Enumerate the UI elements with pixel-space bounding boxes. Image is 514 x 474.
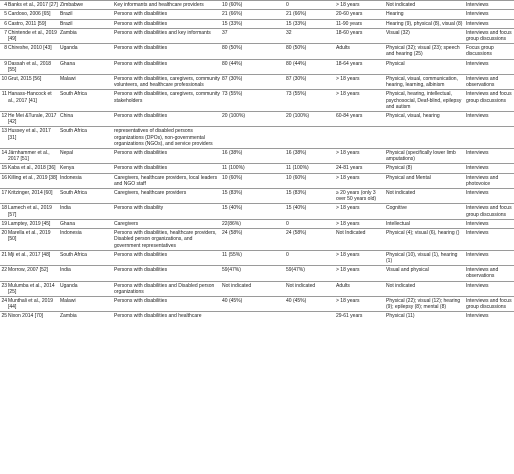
cell-num: 10 (0, 75, 8, 90)
cell-participants: Key informants and healthcare providers (114, 1, 222, 10)
cell-num: 11 (0, 90, 8, 112)
table-row (0, 204, 514, 219)
cell-methods: Interviews (466, 112, 514, 127)
cell-disability: Physical and Mental (386, 173, 466, 188)
cell-country: Malawi (60, 75, 114, 90)
cell-disability: Not indicated (386, 1, 466, 10)
cell-methods: Interviews and photovoice (466, 173, 514, 188)
table-row (0, 112, 514, 127)
cell-age: > 18 years (336, 173, 386, 188)
cell-age: > 18 years (336, 75, 386, 90)
cell-disability: Intellectual (386, 219, 466, 228)
cell-study: Järnhammer et al., 2017 [51] (8, 149, 60, 164)
cell-methods: Interviews and focus group discussions (466, 28, 514, 43)
table-row (0, 149, 514, 164)
cell-n: Not indicated (222, 281, 286, 296)
cell-participants: Persons with disabilities, caregivers, community volunteers, and healthcare professionals (114, 75, 222, 90)
table-row (0, 312, 514, 321)
cell-n-male: 21 (66%) (286, 10, 336, 19)
cell-study: Marella et al., 2019 [50] (8, 229, 60, 251)
cell-num: 6 (0, 19, 8, 28)
cell-participants: Caregivers, healthcare providers (114, 189, 222, 204)
cell-disability: Physical (32); visual (23); speech and hearing (25) (386, 44, 466, 59)
cell-methods: Interviews (466, 10, 514, 19)
cell-n: 59(47%) (222, 266, 286, 281)
cell-methods: Interviews and focus group discussions (466, 90, 514, 112)
cell-country: Uganda (60, 281, 114, 296)
cell-methods: Interviews (466, 164, 514, 173)
cell-num: 12 (0, 112, 8, 127)
cell-country: Indonesia (60, 173, 114, 188)
cell-n-male: 59(47%) (286, 266, 336, 281)
cell-methods: Interviews (466, 189, 514, 204)
cell-age: 18-64 years (336, 59, 386, 74)
cell-age: > 18 years (336, 266, 386, 281)
cell-n (222, 312, 286, 321)
cell-num: 19 (1, 220, 7, 227)
cell-country: South Africa (60, 127, 114, 149)
cell-n-male: 87 (30%) (286, 75, 336, 90)
cell-age: 29-61 years (336, 312, 386, 321)
cell-n-male: 0 (286, 250, 336, 265)
cell-n-male: 40 (45%) (286, 296, 336, 311)
table-row (0, 59, 514, 74)
table-row (0, 90, 514, 112)
cell-age: > 18 years (336, 149, 386, 164)
cell-country: Zimbabwe (60, 1, 114, 10)
cell-country: China (60, 112, 114, 127)
cell-methods: Interviews and observations (466, 75, 514, 90)
cell-disability: Physical (11) (386, 312, 466, 321)
cell-n: 21 (66%) (222, 10, 286, 19)
cell-age (336, 127, 386, 149)
cell-age: 18-60 years (336, 28, 386, 43)
cell-num: 13 (0, 127, 8, 149)
cell-age: 60-84 years (336, 112, 386, 127)
cell-n: 16 (38%) (222, 149, 286, 164)
cell-methods: Focus group discussions (466, 44, 514, 59)
cell-age: 20-60 years (336, 10, 386, 19)
cell-n-male: 0 (286, 1, 336, 10)
table-row (0, 281, 514, 296)
cell-num: 22 (0, 266, 8, 281)
table-row (0, 44, 514, 59)
cell-study: Kaba et al., 2018 [36] (8, 164, 60, 173)
cell-country: Zambia (60, 28, 114, 43)
cell-n-male: 15 (40%) (286, 204, 336, 219)
cell-methods: Interviews (466, 19, 514, 28)
cell-study: Hanass-Hancock et al., 2017 [41] (8, 90, 60, 112)
cell-methods: Interviews (466, 59, 514, 74)
table-row (0, 1, 514, 10)
cell-methods: Interviews (466, 229, 514, 251)
cell-methods: Interviews (466, 281, 514, 296)
cell-study: Dassah et al., 2018 [55] (8, 59, 60, 74)
cell-num: 21 (0, 250, 8, 265)
table-row (0, 127, 514, 149)
cell-n: 80 (44%) (222, 59, 286, 74)
cell-age: > 18 years (336, 219, 386, 228)
cell-num: 16 (0, 173, 8, 188)
cell-participants: Persons with disabilities and healthcare (114, 312, 222, 321)
cell-n-male: 73 (55%) (286, 90, 336, 112)
table-row (0, 19, 514, 28)
cell-study: Grut, 2015 [56] (8, 75, 60, 90)
cell-participants: Caregivers (114, 219, 222, 228)
cell-study: Cardoso, 2006 [65] (8, 10, 60, 19)
table-row (0, 75, 514, 90)
cell-participants: Persons with disabilities (114, 164, 222, 173)
cell-country: Malawi (60, 296, 114, 311)
cell-country: Kenya (60, 164, 114, 173)
cell-age: > 18 years (336, 204, 386, 219)
cell-participants: Persons with disabilities (114, 19, 222, 28)
cell-study: Banks et al., 2017 [27] (8, 1, 60, 10)
cell-participants: Persons with disabilities and Disabled person organizations (114, 281, 222, 296)
cell-country: Brazil (60, 19, 114, 28)
cell-country: South Africa (60, 189, 114, 204)
cell-participants: Persons with disabilities, healthcare providers, Disabled person organizations, and government representatives (114, 229, 222, 251)
cell-num: 23 (0, 281, 8, 296)
cell-n-male (286, 127, 336, 149)
cell-study: Munthali et al., 2019 [44] (8, 296, 60, 311)
cell-study: He Mei &Turale, 2017 [42] (8, 112, 60, 127)
cell-methods: Interviews (466, 219, 514, 228)
cell-disability: Visual and physical (386, 266, 466, 281)
cell-age: > 18 years (336, 1, 386, 10)
table-row (0, 219, 514, 228)
table-row (0, 164, 514, 173)
table-row (0, 229, 514, 251)
table-row (0, 266, 514, 281)
cell-n: 15 (33%) (222, 19, 286, 28)
cell-n-male: 80 (44%) (286, 59, 336, 74)
cell-n: 11 (100%) (222, 164, 286, 173)
cell-num: 5 (0, 10, 8, 19)
table-row (0, 250, 514, 265)
table-row (0, 296, 514, 311)
cell-n-male: Not indicated (286, 281, 336, 296)
cell-age: > 18 years (336, 296, 386, 311)
cell-study: Kritzinger, 2014 [60] (8, 189, 60, 204)
cell-disability: Physical (8) (386, 164, 466, 173)
cell-study: Mulumba et al., 2014 [25] (8, 281, 60, 296)
cell-age: 11-90 years (336, 19, 386, 28)
cell-num: 20 (0, 229, 8, 251)
cell-num: 24 (0, 296, 8, 311)
cell-country: India (60, 266, 114, 281)
cell-disability: Visual (32) (386, 28, 466, 43)
cell-participants: representatives of disabled persons organizations (DPOs), non-governmental organizations (NGOs), and service providers (114, 127, 222, 149)
cell-disability: Physical (10), visual (1), hearing (1) (386, 250, 466, 265)
cell-n: 15 (40%) (222, 204, 286, 219)
cell-n: 10 (60%) (222, 173, 286, 188)
cell-disability: Physical, hearing, intellectual, psychosocial, Deaf-blind, epilepsy and autism (386, 90, 466, 112)
cell-disability: Physical (4); visual (6), hearing () (386, 229, 466, 251)
cell-participants: Persons with disabilities (114, 59, 222, 74)
cell-participants: Caregivers, healthcare providers, local leaders and NGO staff (114, 173, 222, 188)
cell-disability: Hearing (386, 10, 466, 19)
cell-country: India (60, 204, 114, 219)
cell-num: 7 (0, 28, 8, 43)
cell-methods: Interviews (466, 149, 514, 164)
cell-n-male: 20 (100%) (286, 112, 336, 127)
cell-methods: Interviews (466, 250, 514, 265)
cell-n-male: 16 (38%) (286, 149, 336, 164)
cell-num: 18 (0, 204, 8, 219)
cell-num: 17 (0, 189, 8, 204)
cell-study: Hussey et al., 2017 [31] (8, 127, 60, 149)
cell-n-male: 15 (33%) (286, 19, 336, 28)
cell-age: > 18 years (336, 90, 386, 112)
cell-participants: Persons with disabilities and key informants (114, 28, 222, 43)
cell-n-male: 32 (286, 28, 336, 43)
cell-n: 37 (222, 28, 286, 43)
cell-country: South Africa (60, 90, 114, 112)
cell-disability: Physical, visual, communication, hearing, learning, albinism (386, 75, 466, 90)
cell-n-male: 15 (83%) (286, 189, 336, 204)
cell-age: Not Indicated (336, 229, 386, 251)
cell-n-male (286, 312, 336, 321)
cell-participants: Persons with disabilities (114, 250, 222, 265)
cell-study: Killing et al., 2019 [38] (8, 173, 60, 188)
cell-n: 73 (55%) (222, 90, 286, 112)
cell-participants: Persons with disabilities (114, 149, 222, 164)
cell-study: Nixon 2014 [70] (8, 312, 60, 321)
cell-country: South Africa (60, 250, 114, 265)
cell-country: Ghana (60, 219, 114, 228)
cell-age: ≥ 20 years (only 3 over 50 years old) (336, 189, 386, 204)
cell-n: 87 (30%) (222, 75, 286, 90)
cell-num: 15 (1, 165, 7, 172)
cell-methods: Interviews and observations (466, 266, 514, 281)
cell-study: Mji et al., 2017 [48] (8, 250, 60, 265)
cell-n: 15 (83%) (222, 189, 286, 204)
cell-n: 80 (50%) (222, 44, 286, 59)
cell-participants: Persons with disabilities, caregivers, community stakeholders (114, 90, 222, 112)
cell-n: 10 (60%) (222, 1, 286, 10)
cell-country: Uganda (60, 44, 114, 59)
cell-n (222, 127, 286, 149)
cell-study: Chireshe, 2010 [43] (8, 44, 60, 59)
cell-participants: Persons with disabilities (114, 266, 222, 281)
cell-n-male: 11 (100%) (286, 164, 336, 173)
cell-n-male: 24 (58%) (286, 229, 336, 251)
cell-participants: Persons with disabilities (114, 112, 222, 127)
cell-disability: Cognitive (386, 204, 466, 219)
cell-participants: Persons with disability (114, 204, 222, 219)
cell-disability: Not indicated (386, 281, 466, 296)
cell-participants: Persons with disabilities (114, 44, 222, 59)
cell-num: 14 (0, 149, 8, 164)
cell-age: Adults (336, 281, 386, 296)
cell-study: Chintende et al., 2019 [49] (8, 28, 60, 43)
table-row (0, 28, 514, 43)
cell-disability: Physical, visual, hearing (386, 112, 466, 127)
cell-age: > 18 years (336, 250, 386, 265)
cell-participants: Persons with disabilities (114, 10, 222, 19)
cell-study: Morrow, 2007 [52] (8, 266, 60, 281)
cell-disability: Physical (386, 59, 466, 74)
cell-disability: Hearing (9), physical (8), visual (8) (386, 19, 466, 28)
cell-methods: Interviews and focus group discussions (466, 204, 514, 219)
table-row (0, 10, 514, 19)
cell-study: Castro, 2011 [59] (8, 19, 60, 28)
cell-country: Indonesia (60, 229, 114, 251)
cell-methods: Interviews (466, 1, 514, 10)
cell-num: 9 (0, 59, 8, 74)
cell-n: 22(86%) (222, 219, 286, 228)
table-row (0, 189, 514, 204)
cell-n-male: 10 (60%) (286, 173, 336, 188)
cell-disability: Not indicated (386, 189, 466, 204)
cell-disability (386, 127, 466, 149)
cell-n: 24 (58%) (222, 229, 286, 251)
cell-methods: Interviews (466, 312, 514, 321)
cell-num: 8 (0, 44, 8, 59)
cell-n: 11 (55%) (222, 250, 286, 265)
cell-n-male: 0 (286, 219, 336, 228)
cell-n-male: 80 (50%) (286, 44, 336, 59)
cell-num: 25 (1, 313, 7, 320)
cell-study: Lamech et al., 2019 [57] (8, 204, 60, 219)
cell-methods: Interviews and focus group discussions (466, 296, 514, 311)
cell-n: 40 (45%) (222, 296, 286, 311)
cell-country: Ghana (60, 59, 114, 74)
cell-disability: Physical (22); visual (12); hearing (9); epilepsy (8); mental (8) (386, 296, 466, 311)
cell-num: 4 (0, 1, 8, 10)
cell-n: 20 (100%) (222, 112, 286, 127)
cell-study: Lamptey, 2019 [45] (8, 219, 60, 228)
table-row (0, 173, 514, 188)
cell-country: Brazil (60, 10, 114, 19)
cell-participants: Persons with disabilities (114, 296, 222, 311)
cell-country: Nepal (60, 149, 114, 164)
cell-country: Zambia (60, 312, 114, 321)
cell-disability: Physical (specifically lower limb amputations) (386, 149, 466, 164)
cell-age: 24-81 years (336, 164, 386, 173)
cell-methods (466, 127, 514, 149)
cell-age: Adults (336, 44, 386, 59)
